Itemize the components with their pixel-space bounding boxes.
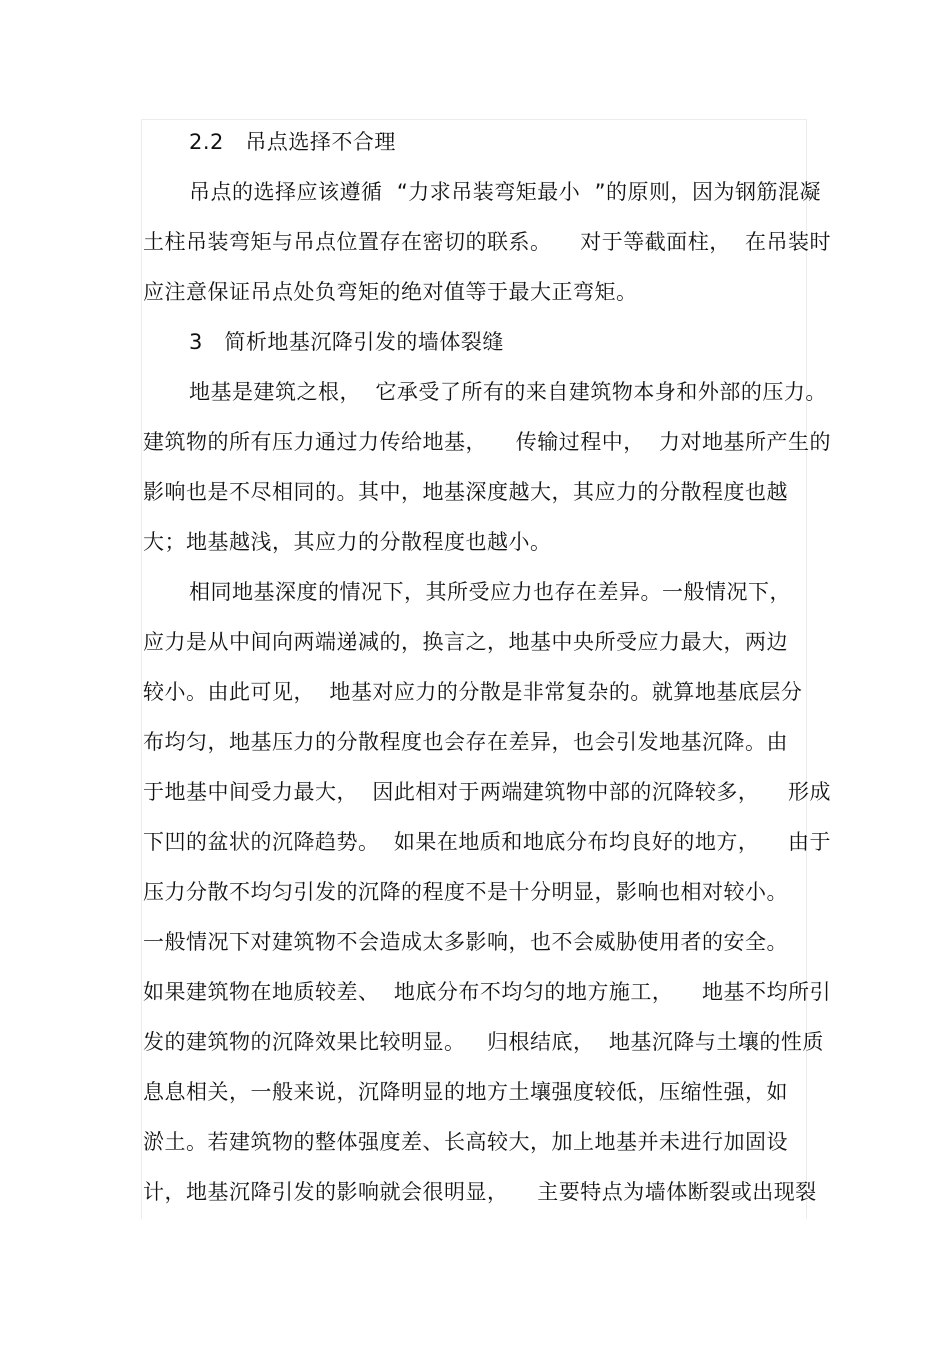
- paragraph-line: 息息相关，一般来说，沉降明显的地方土壤强度较低，压缩性强，如: [143, 1080, 788, 1104]
- paragraph-line: 应注意保证吊点处负弯矩的绝对值等于最大正弯矩。: [143, 280, 638, 304]
- paragraph-line: 淤土。若建筑物的整体强度差、长高较大，加上地基并未进行加固设: [143, 1130, 788, 1154]
- paragraph-line: 下凹的盆状的沉降趋势。 如果在地质和地底分布均良好的地方， 由于: [143, 830, 832, 854]
- paragraph-line: 建筑物的所有压力通过力传给地基， 传输过程中， 力对地基所产生的: [143, 430, 832, 454]
- paragraph-line: 一般情况下对建筑物不会造成太多影响，也不会威胁使用者的安全。: [143, 930, 788, 954]
- paragraph-line: 土柱吊装弯矩与吊点位置存在密切的联系。 对于等截面柱， 在吊装时: [143, 230, 832, 254]
- paragraph-line: 发的建筑物的沉降效果比较明显。 归根结底， 地基沉降与土壤的性质: [143, 1030, 824, 1054]
- paragraph-line: 较小。由此可见， 地基对应力的分散是非常复杂的。就算地基底层分: [143, 680, 803, 704]
- paragraph-line: 计，地基沉降引发的影响就会很明显， 主要特点为墙体断裂或出现裂: [143, 1180, 817, 1204]
- paragraph-line: 大；地基越浅，其应力的分散程度也越小。: [143, 530, 552, 554]
- section-heading-3: 3 简析地基沉降引发的墙体裂缝: [189, 330, 504, 354]
- paragraph-line: 相同地基深度的情况下，其所受应力也存在差异。一般情况下，: [189, 580, 791, 604]
- section-heading-2-2: 2.2 吊点选择不合理: [189, 130, 396, 154]
- paragraph-line: 影响也是不尽相同的。其中，地基深度越大，其应力的分散程度也越: [143, 480, 788, 504]
- paragraph-line: 吊点的选择应该遵循 “力求吊装弯矩最小 ”的原则，因为钢筋混凝: [189, 180, 821, 204]
- paragraph-line: 于地基中间受力最大， 因此相对于两端建筑物中部的沉降较多， 形成: [143, 780, 832, 804]
- paragraph-line: 地基是建筑之根， 它承受了所有的来自建筑物本身和外部的压力。: [189, 380, 827, 404]
- paragraph-line: 应力是从中间向两端递减的，换言之，地基中央所受应力最大，两边: [143, 630, 788, 654]
- paragraph-line: 布均匀，地基压力的分散程度也会存在差异，也会引发地基沉降。由: [143, 730, 788, 754]
- paragraph-line: 压力分散不均匀引发的沉降的程度不是十分明显，影响也相对较小。: [143, 880, 788, 904]
- paragraph-line: 如果建筑物在地质较差、 地底分布不均匀的地方施工， 地基不均所引: [143, 980, 832, 1004]
